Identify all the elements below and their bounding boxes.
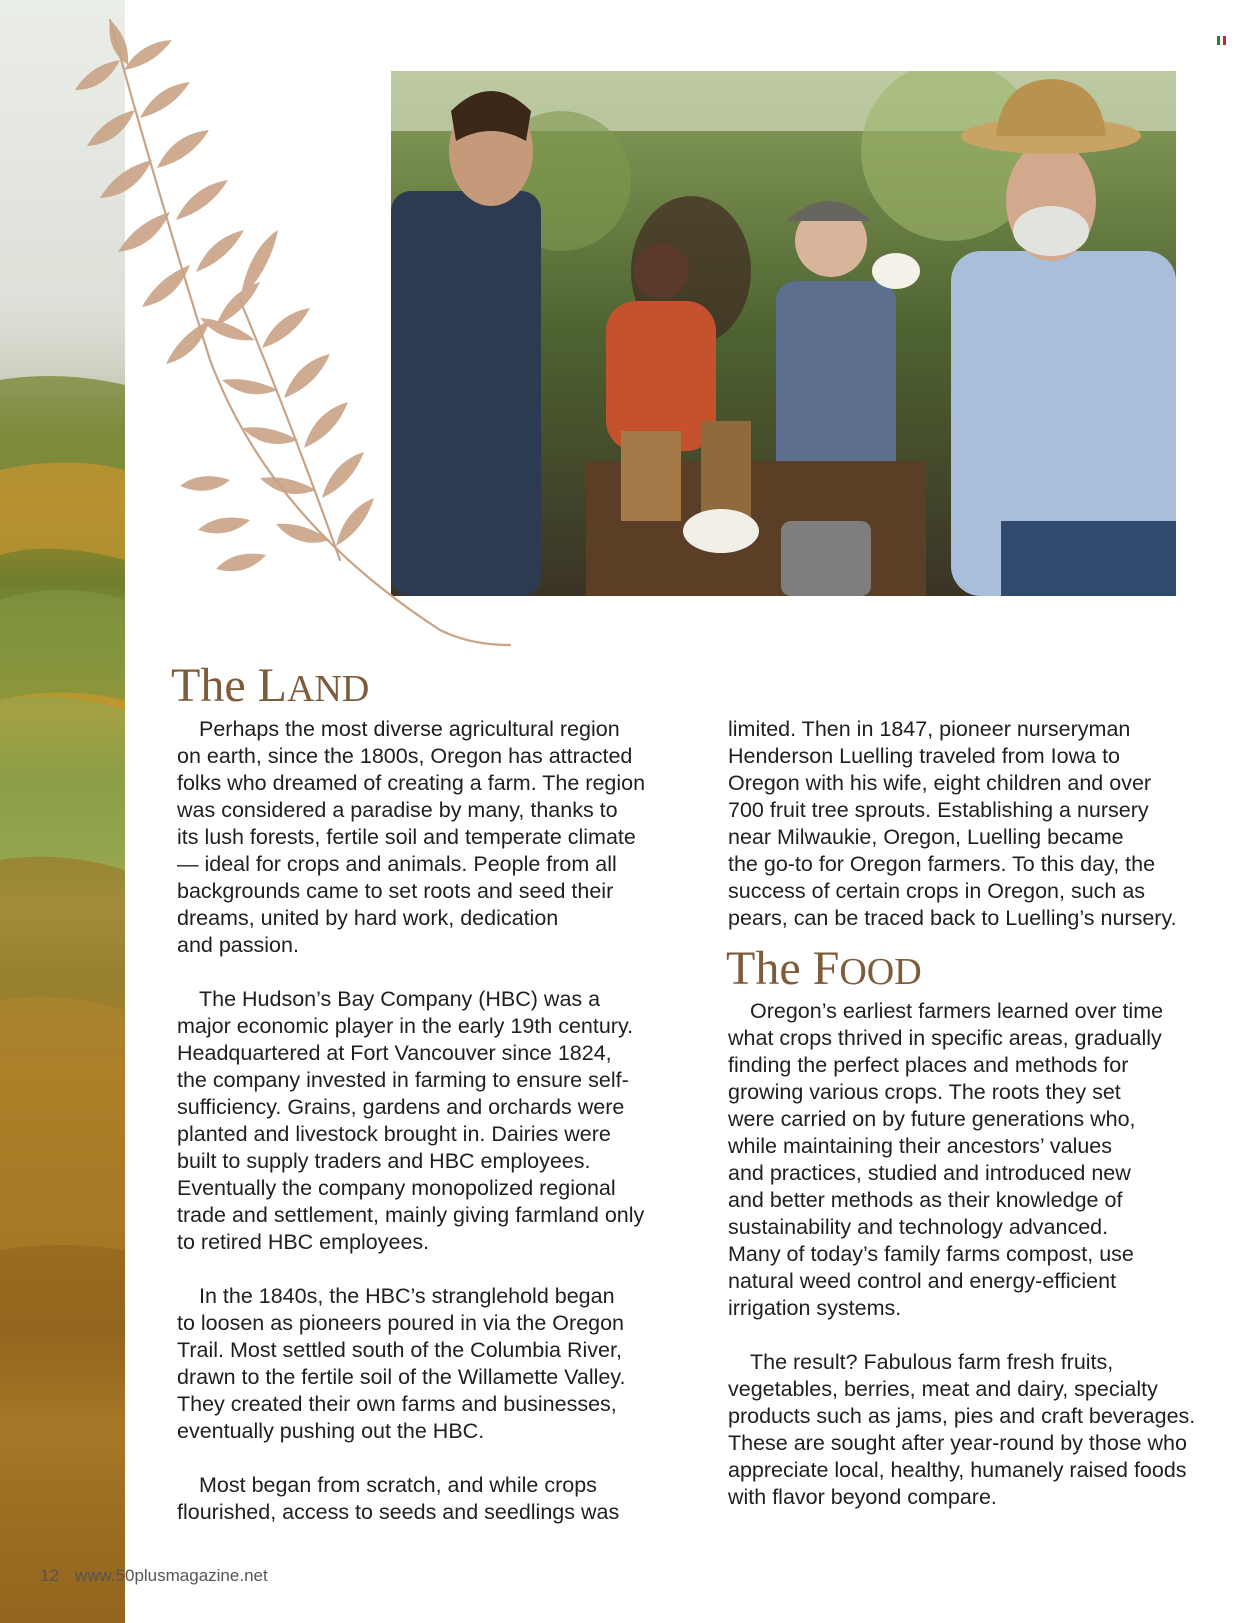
text-line: They created their own farms and businesses, (177, 1392, 617, 1416)
text-line: Trail. Most settled south of the Columbia River, (177, 1338, 622, 1362)
text-line: to retired HBC employees. (177, 1230, 430, 1254)
text-line: dreams, united by hard work, dedication (177, 906, 559, 930)
page-number: 12 (40, 1566, 59, 1585)
text-line: Perhaps the most diverse agricultural region (199, 717, 620, 741)
rolling-hills-illustration (0, 0, 125, 1623)
text-line: — ideal for crops and animals. People from all (177, 852, 617, 876)
text-line: Eventually the company monopolized regional (177, 1176, 616, 1200)
text-line: limited. Then in 1847, pioneer nurseryman (728, 717, 1131, 741)
text-line: planted and livestock brought in. Dairies were (177, 1122, 611, 1146)
text-line: and practices, studied and introduced new (728, 1161, 1131, 1185)
text-line: to loosen as pioneers poured in via the Oregon (177, 1311, 625, 1335)
text-line: finding the perfect places and methods for (728, 1053, 1129, 1077)
text-line: vegetables, berries, meat and dairy, specialty (728, 1377, 1158, 1401)
text-line: while maintaining their ancestors’ values (728, 1134, 1113, 1158)
land-paragraph-3 (177, 1283, 687, 1445)
heading-land-first: The L (171, 659, 287, 712)
text-line: In the 1840s, the HBC’s stranglehold began (199, 1284, 615, 1308)
text-line: trade and settlement, mainly giving farmland only (177, 1203, 645, 1227)
text-line: Henderson Luelling traveled from Iowa to (728, 744, 1120, 768)
text-line: and passion. (177, 933, 299, 957)
text-line: These are sought after year-round by those who (728, 1431, 1187, 1455)
text-line: sustainability and technology advanced. (728, 1215, 1109, 1239)
text-line: Many of today’s family farms compost, use (728, 1242, 1134, 1266)
text-line: what crops thrived in specific areas, gradually (728, 1026, 1162, 1050)
text-line: with flavor beyond compare. (728, 1485, 997, 1509)
text-line: Oregon with his wife, eight children and over (728, 771, 1152, 795)
text-line: products such as jams, pies and craft beverages. (728, 1404, 1196, 1428)
heading-the-food (726, 942, 922, 995)
left-column (177, 716, 687, 1526)
heading-land-rest: AND (286, 668, 370, 710)
market-scene-illustration (391, 71, 1176, 596)
text-line: growing various crops. The roots they set (728, 1080, 1121, 1104)
food-paragraph-2 (728, 1349, 1228, 1511)
text-line: appreciate local, healthy, humanely raised foods (728, 1458, 1187, 1482)
text-line: Most began from scratch, and while crops (199, 1473, 597, 1497)
flag-icon (1217, 32, 1226, 41)
text-line: irrigation systems. (728, 1296, 902, 1320)
text-line: 700 fruit tree sprouts. Establishing a nursery (728, 798, 1149, 822)
food-paragraph-1 (728, 998, 1228, 1322)
food-column (728, 998, 1228, 1511)
text-line: folks who dreamed of creating a farm. The region (177, 771, 646, 795)
text-line: eventually pushing out the HBC. (177, 1419, 485, 1443)
text-line: and better methods as their knowledge of (728, 1188, 1123, 1212)
text-line: The Hudson’s Bay Company (HBC) was a (199, 987, 601, 1011)
farmland-side-photo (0, 0, 125, 1623)
text-line: success of certain crops in Oregon, such as (728, 879, 1146, 903)
text-line: the company invested in farming to ensure self- (177, 1068, 629, 1092)
page-footer (40, 1566, 268, 1586)
text-line: were carried on by future generations who, (728, 1107, 1136, 1131)
text-line: Oregon’s earliest farmers learned over time (750, 999, 1164, 1023)
land-paragraph-1 (177, 716, 687, 959)
heading-food-first: The F (726, 942, 840, 995)
text-line: the go-to for Oregon farmers. To this day, the (728, 852, 1156, 876)
heading-food-rest: OOD (839, 951, 922, 993)
website-link[interactable]: www.50plusmagazine.net (74, 1566, 268, 1585)
text-line: drawn to the fertile soil of the Willamette Valley. (177, 1365, 626, 1389)
text-line: natural weed control and energy-efficient (728, 1269, 1117, 1293)
text-line: Headquartered at Fort Vancouver since 1824, (177, 1041, 612, 1065)
text-line: sufficiency. Grains, gardens and orchards were (177, 1095, 625, 1119)
land-paragraph-4-continued (728, 716, 1228, 932)
text-line: was considered a paradise by many, thanks to (177, 798, 618, 822)
text-line: flourished, access to seeds and seedlings was (177, 1500, 620, 1524)
text-line: major economic player in the early 19th century. (177, 1014, 634, 1038)
text-line: near Milwaukie, Oregon, Luelling became (728, 825, 1124, 849)
farmers-market-photo (391, 71, 1176, 596)
land-paragraph-2 (177, 986, 687, 1256)
right-column (728, 716, 1228, 932)
text-line: built to supply traders and HBC employees. (177, 1149, 591, 1173)
text-line: on earth, since the 1800s, Oregon has attracted (177, 744, 633, 768)
text-line: backgrounds came to set roots and seed their (177, 879, 614, 903)
heading-the-land (171, 659, 370, 712)
text-line: its lush forests, fertile soil and temperate climate (177, 825, 636, 849)
text-line: The result? Fabulous farm fresh fruits, (750, 1350, 1114, 1374)
text-line: pears, can be traced back to Luelling’s nursery. (728, 906, 1177, 930)
land-paragraph-4 (177, 1472, 687, 1526)
